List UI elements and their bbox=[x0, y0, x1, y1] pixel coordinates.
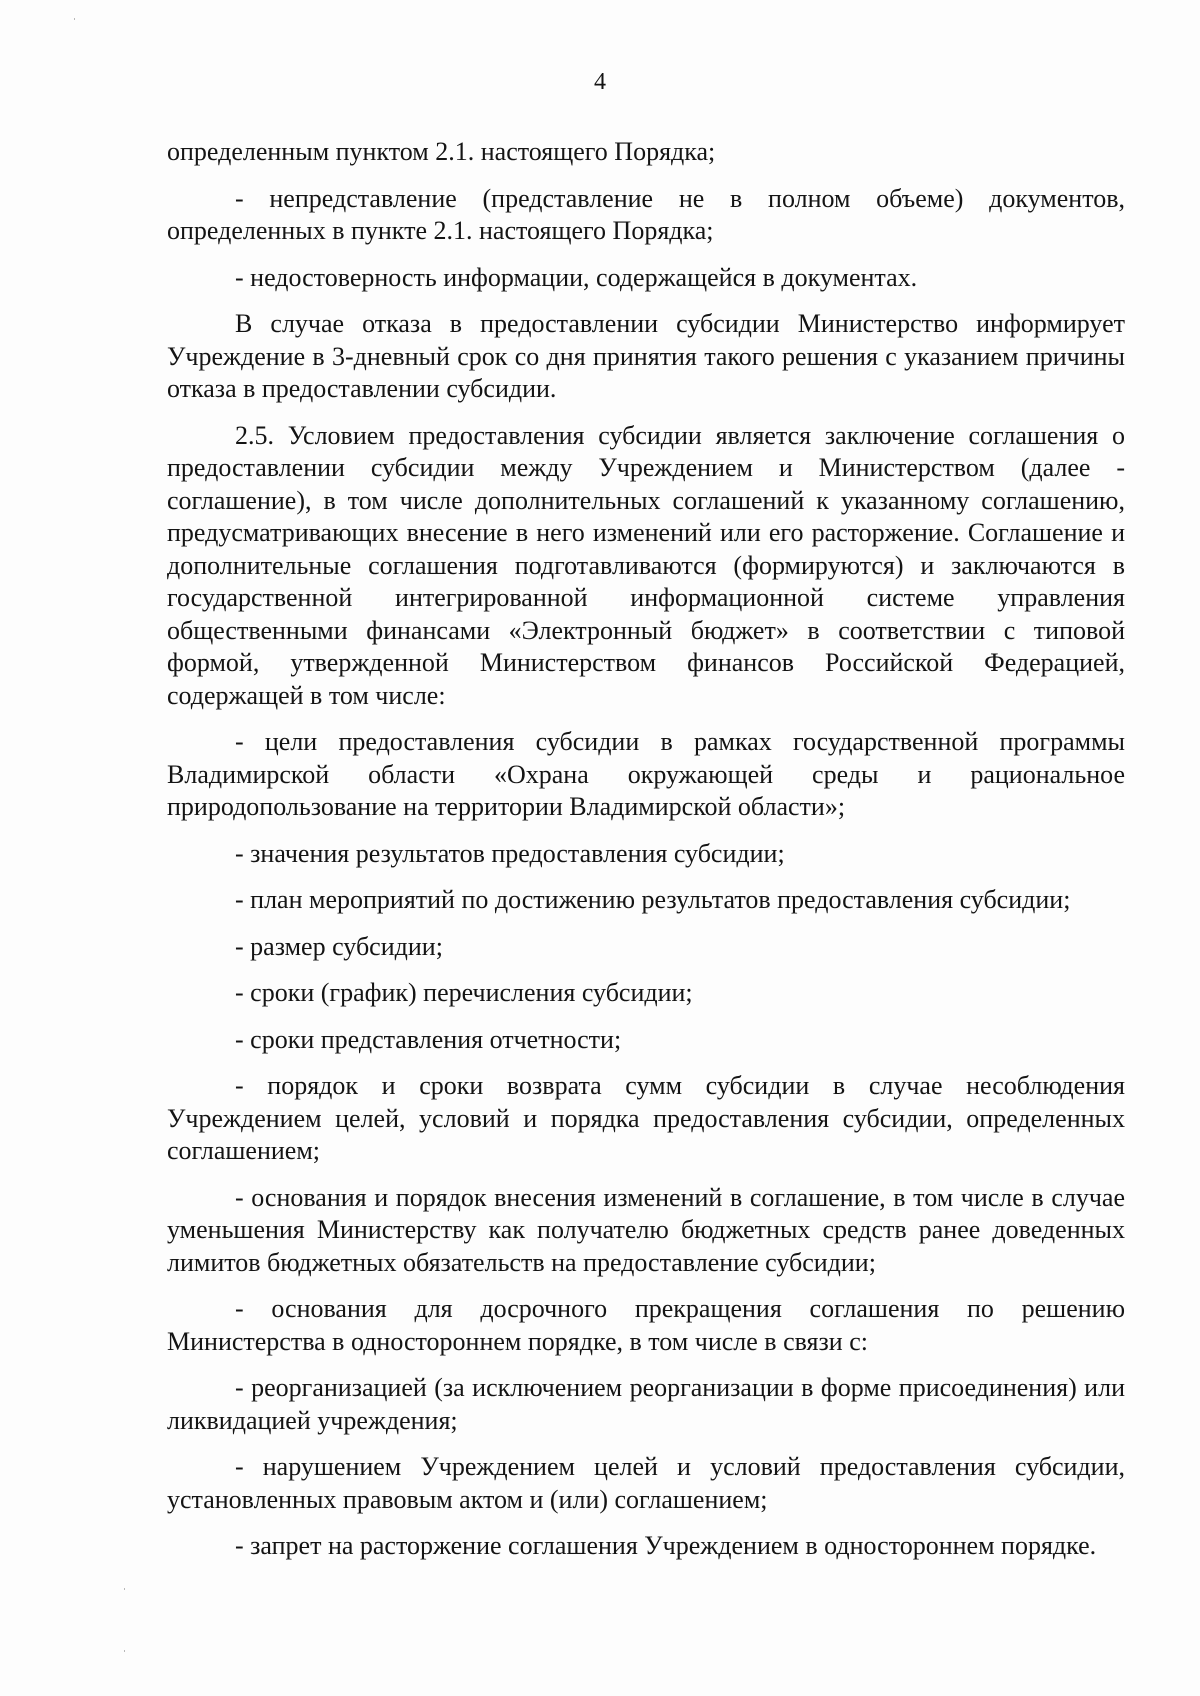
page-number: 4 bbox=[594, 69, 606, 95]
paragraph: - порядок и сроки возврата сумм субсидии в случае несоблюдения Учреждением целей, условий и порядка предоставления субсидии, определенных соглашением; bbox=[167, 1071, 1125, 1165]
paragraph: - реорганизацией (за исключением реорганизации в форме присоединения) или ликвидацией учреждения; bbox=[167, 1373, 1125, 1435]
paragraph: определенным пунктом 2.1. настоящего Порядка; bbox=[167, 137, 716, 166]
paragraph: - основания для досрочного прекращения соглашения по решению Министерства в одностороннем порядке, в том числе в связи с: bbox=[167, 1294, 1125, 1356]
paragraph: В случае отказа в предоставлении субсидии Министерство информирует Учреждение в 3-дневный срок со дня принятия такого решения с указанием причины отказа в предоставлении субсидии. bbox=[167, 309, 1125, 403]
paragraph: - план мероприятий по достижению результатов предоставления субсидии; bbox=[235, 885, 1071, 914]
paragraph: - запрет на расторжение соглашения Учреждением в одностороннем порядке. bbox=[235, 1531, 1097, 1560]
paragraph: - непредставление (представление не в полном объеме) документов, определенных в пункте 2.1. настоящего Порядка; bbox=[167, 183, 1125, 245]
paragraph: - нарушением Учреждением целей и условий предоставления субсидии, установленных правовым актом и (или) соглашением; bbox=[167, 1452, 1125, 1514]
scan-speck bbox=[74, 18, 75, 20]
scan-speck bbox=[124, 1650, 125, 1652]
scan-speck bbox=[124, 1588, 125, 1590]
paragraph: - размер субсидии; bbox=[235, 931, 443, 961]
paragraph: - цели предоставления субсидии в рамках государственной программы Владимирской области «Охрана окружающей среды и рациональное природопользование на территории Владимирской области»; bbox=[167, 727, 1125, 821]
paragraph: - значения результатов предоставления субсидии; bbox=[235, 838, 785, 868]
paragraph: - сроки представления отчетности; bbox=[235, 1024, 622, 1054]
paragraph: - недостоверность информации, содержащейся в документах. bbox=[235, 262, 918, 292]
document-body bbox=[167, 136, 1125, 1577]
paragraph: 2.5. Условием предоставления субсидии является заключение соглашения о предоставлении субсидии между Учреждением и Министерством (далее - соглашение), в том числе дополнительных соглашений к указанному соглашению, предусматривающих внесение в него изменений или его расторжение. Соглашение и дополнительные соглашения подготавливаются (формируются) и заключаются в государственной интегрированной информационной системе управления общественными финансами «Электронный бюджет» в соответствии с типовой формой, утвержденной Министерством финансов Российской Федерацией, содержащей в том числе: bbox=[167, 420, 1125, 710]
paragraph: - сроки (график) перечисления субсидии; bbox=[235, 978, 693, 1007]
paragraph: - основания и порядок внесения изменений в соглашение, в том числе в случае уменьшения Министерству как получателю бюджетных средств ранее доведенных лимитов бюджетных обязательств на предоставление субсидии; bbox=[167, 1182, 1125, 1277]
